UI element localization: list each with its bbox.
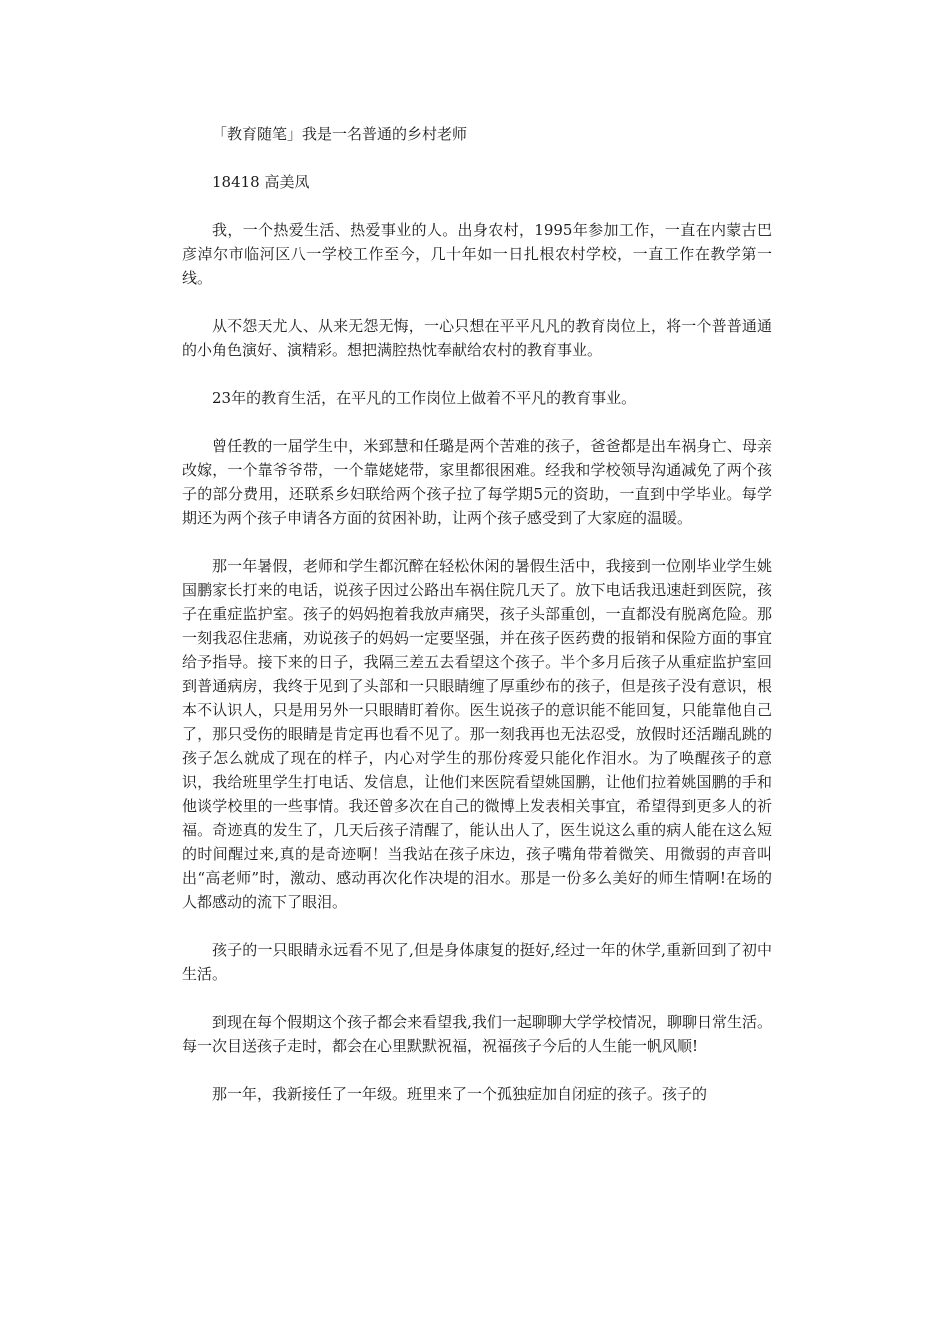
paragraph: 到现在每个假期这个孩子都会来看望我,我们一起聊聊大学学校情况，聊聊日常生活。每一次目送孩子走时，都会在心里默默祝福，祝福孩子今后的人生能一帆风顺!	[182, 1013, 772, 1055]
paragraph: 我，一个热爱生活、热爱事业的人。出身农村，1995年参加工作，一直在内蒙古巴彦淖尔市临河区八一学校工作至今，几十年如一日扎根农村学校，一直工作在教学第一线。	[182, 221, 772, 287]
paragraph: 从不怨天尤人、从来无怨无悔，一心只想在平平凡凡的教育岗位上，将一个普普通通的小角色演好、演精彩。想把满腔热忱奉献给农村的教育事业。	[182, 317, 772, 359]
paragraph: 23年的教育生活，在平凡的工作岗位上做着不平凡的教育事业。	[212, 389, 637, 407]
paragraph: 那一年，我新接任了一年级。班里来了一个孤独症加自闭症的孩子。孩子的	[212, 1085, 708, 1103]
document-author: 18418 高美凤	[212, 173, 310, 191]
document-title: 「教育随笔」我是一名普通的乡村老师	[212, 125, 468, 143]
paragraph: 曾任教的一届学生中，米郅慧和任璐是两个苦难的孩子，爸爸都是出车祸身亡、母亲改嫁，一个靠爷爷带，一个靠姥姥带，家里都很困难。经我和学校领导沟通减免了两个孩子的部分费用，还联系乡妇联给两个孩子拉了每学期5元的资助，一直到中学毕业。每学期还为两个孩子申请各方面的贫困补助，让两个孩子感受到了大家庭的温暖。	[182, 437, 772, 527]
paragraph: 孩子的一只眼睛永远看不见了,但是身体康复的挺好,经过一年的休学,重新回到了初中生活。	[182, 941, 772, 983]
document-body	[182, 122, 772, 1130]
paragraph: 那一年暑假，老师和学生都沉醉在轻松休闲的暑假生活中，我接到一位刚毕业学生姚国鹏家长打来的电话，说孩子因过公路出车祸住院几天了。放下电话我迅速赶到医院，孩子在重症监护室。孩子的妈妈抱着我放声痛哭，孩子头部重创，一直都没有脱离危险。那一刻我忍住悲痛，劝说孩子的妈妈一定要坚强，并在孩子医药费的报销和保险方面的事宜给予指导。接下来的日子，我隔三差五去看望这个孩子。半个多月后孩子从重症监护室回到普通病房，我终于见到了头部和一只眼睛缠了厚重纱布的孩子，但是孩子没有意识，根本不认识人，只是用另外一只眼睛盯着你。医生说孩子的意识能不能回复，只能靠他自己了，那只受伤的眼睛是肯定再也看不见了。那一刻我再也无法忍受，放假时还活蹦乱跳的孩子怎么就成了现在的样子，内心对学生的那份疼爱只能化作泪水。为了唤醒孩子的意识，我给班里学生打电话、发信息，让他们来医院看望姚国鹏，让他们拉着姚国鹏的手和他谈学校里的一些事情。我还曾多次在自己的微博上发表相关事宜，希望得到更多人的祈福。奇迹真的发生了，几天后孩子清醒了，能认出人了，医生说这么重的病人能在这么短的时间醒过来,真的是奇迹啊！当我站在孩子床边，孩子嘴角带着微笑、用微弱的声音叫出“高老师”时，激动、感动再次化作决堤的泪水。那是一份多么美好的师生情啊!在场的人都感动的流下了眼泪。	[182, 557, 772, 911]
